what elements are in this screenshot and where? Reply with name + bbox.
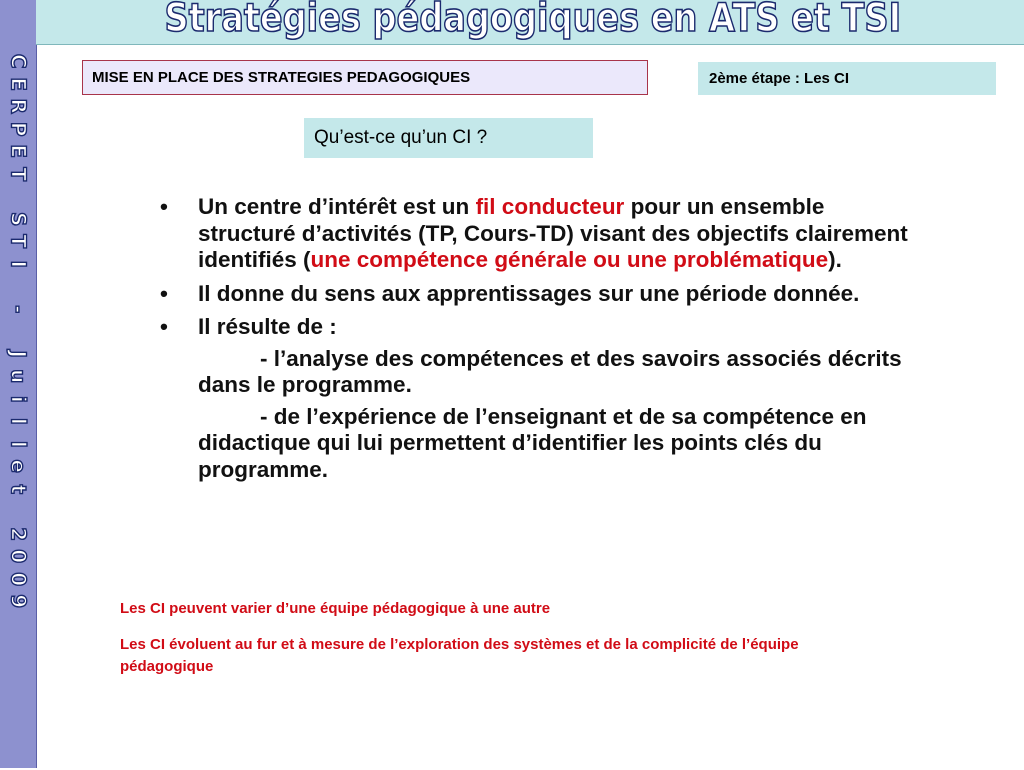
side-text-char: I — [6, 260, 31, 268]
side-text-char: R — [6, 98, 31, 114]
side-text-char: l — [6, 440, 31, 448]
step-header-box: 2ème étape : Les CI — [698, 62, 996, 95]
bullet-item-definition — [160, 194, 920, 274]
side-text-char: l — [6, 417, 31, 425]
bullet-text-part: pour un ensemble structuré d’activités (TP, Cours-TD) visant des objectifs clairement identifiés ( — [198, 194, 908, 272]
side-text-char: 9 — [6, 594, 31, 609]
sub-item-analysis: - l’analyse des compétences et des savoirs associés décrits dans le programme. — [198, 345, 902, 397]
side-vertical-text — [0, 50, 36, 770]
side-text-char: u — [6, 369, 31, 384]
side-text-char: C — [6, 53, 31, 69]
slide-title: Stratégies pédagogiques en ATS et TSI — [164, 0, 902, 41]
bullet-list — [160, 194, 920, 490]
side-text-char: e — [6, 459, 31, 474]
bullet-icon: • — [160, 280, 168, 306]
bullet-icon: • — [160, 194, 168, 219]
side-text-char: E — [6, 76, 31, 91]
side-text-char: T — [6, 234, 31, 249]
sub-item-experience: - de l’expérience de l’enseignant et de sa compétence en didactique qui lui permettent d’identifier les points clés du programme. — [198, 403, 867, 482]
side-text-char: J — [6, 350, 31, 358]
bullet-text: Il résulte de : — [198, 314, 337, 339]
side-text-char: P — [6, 121, 31, 137]
bullet-text: Il donne du sens aux apprentissages sur une période donnée. — [198, 280, 860, 306]
bullet-text-part: ). — [828, 247, 842, 272]
side-text-char: E — [6, 144, 31, 159]
side-text-char: T — [6, 166, 31, 181]
note-variation: Les CI peuvent varier d’une équipe pédagogique à une autre — [120, 600, 551, 617]
bullet-highlight-text: fil conducteur — [475, 194, 625, 219]
note-evolution: Les CI évoluent au fur et à mesure de l’exploration des systèmes et de la complicité de l’équipe pédagogique — [120, 636, 799, 675]
side-band — [0, 0, 37, 768]
side-text-char: - — [6, 304, 31, 313]
side-text-char: 2 — [6, 526, 31, 541]
bullet-text-part: Un centre d’intérêt est un — [198, 194, 476, 219]
title-band — [36, 0, 1024, 45]
bullet-highlight-text: une compétence générale ou une problématique — [310, 247, 829, 272]
side-text-char: S — [6, 211, 31, 226]
side-text-char: i — [6, 395, 31, 403]
bullet-item-meaning — [160, 281, 920, 308]
side-text-char: 0 — [6, 549, 31, 564]
question-box: Qu’est-ce qu’un CI ? — [304, 118, 593, 158]
side-text-char: 0 — [6, 571, 31, 586]
bullet-icon: • — [160, 314, 168, 339]
side-text-char: t — [6, 483, 31, 494]
strategy-header-box: MISE EN PLACE DES STRATEGIES PEDAGOGIQUES — [82, 60, 648, 95]
bullet-item-result — [160, 314, 920, 483]
